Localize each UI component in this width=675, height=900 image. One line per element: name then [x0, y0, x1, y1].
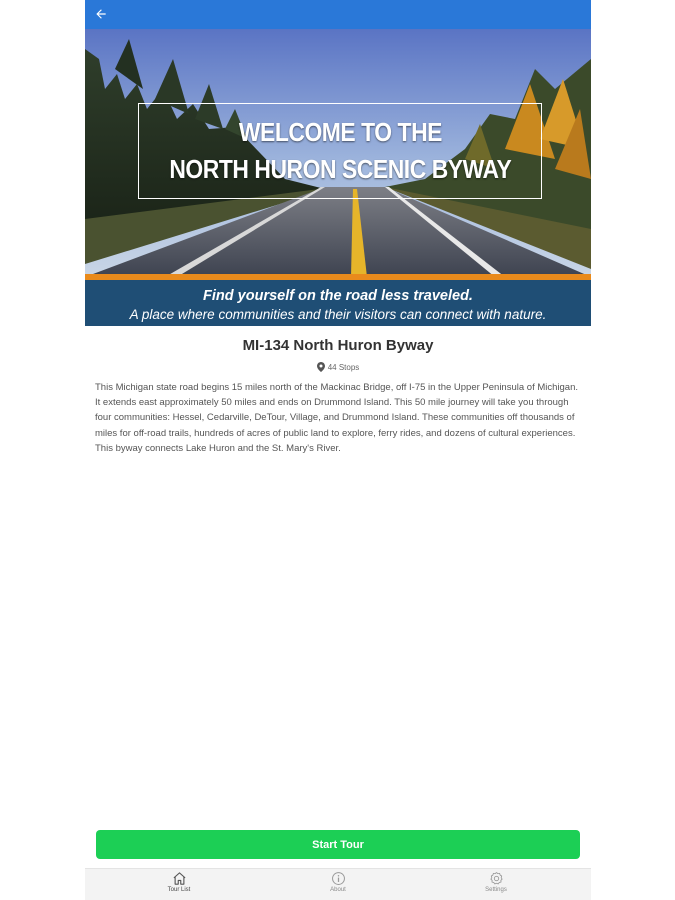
info-icon — [331, 871, 346, 886]
nav-about[interactable] — [298, 871, 378, 899]
stops-count — [85, 361, 591, 373]
arrow-left-icon — [94, 7, 108, 21]
app-screen — [85, 0, 591, 900]
hero-title-frame — [138, 103, 542, 199]
nav-tour-list-label: Tour List — [167, 887, 191, 893]
back-button[interactable] — [91, 4, 111, 24]
hero-title-line2: NORTH HURON SCENIC BYWAY — [168, 154, 511, 184]
home-icon — [172, 871, 187, 886]
nav-settings-label: Settings — [485, 887, 507, 893]
stops-label: 44 Stops — [327, 362, 360, 372]
hero-title-line1: WELCOME TO THE — [238, 117, 442, 147]
bottom-navigation — [85, 868, 591, 900]
hero-banner — [85, 29, 591, 326]
gear-icon — [489, 871, 504, 886]
nav-tour-list[interactable] — [139, 871, 219, 899]
tagline-line2: A place where communities and their visitors can connect with nature. — [129, 307, 547, 322]
nav-settings[interactable] — [456, 871, 536, 899]
tour-description: This Michigan state road begins 15 miles north of the Mackinac Bridge, off I-75 in the Upper Peninsula of Michigan. It extends east approximately 50 miles and ends on Drummond Island. This 50 mile journey will take you through four communities: Hessel, Cedarville, DeTour, Village, and Drummond Island. These communities off thousands of miles for off-road trails, hundreds of acres of public land to explore, ferry rides, and dozens of cultural experiences. This byway connects Lake Huron and the St. Mary's River. — [95, 382, 579, 454]
tour-title: MI-134 North Huron Byway — [242, 337, 434, 354]
tagline-line1: Find yourself on the road less traveled. — [203, 288, 473, 304]
start-tour-button[interactable]: Start Tour — [96, 830, 580, 859]
nav-about-label: About — [330, 887, 346, 893]
map-pin-icon — [317, 362, 325, 372]
top-app-bar — [85, 0, 591, 29]
tagline-band — [85, 280, 591, 326]
